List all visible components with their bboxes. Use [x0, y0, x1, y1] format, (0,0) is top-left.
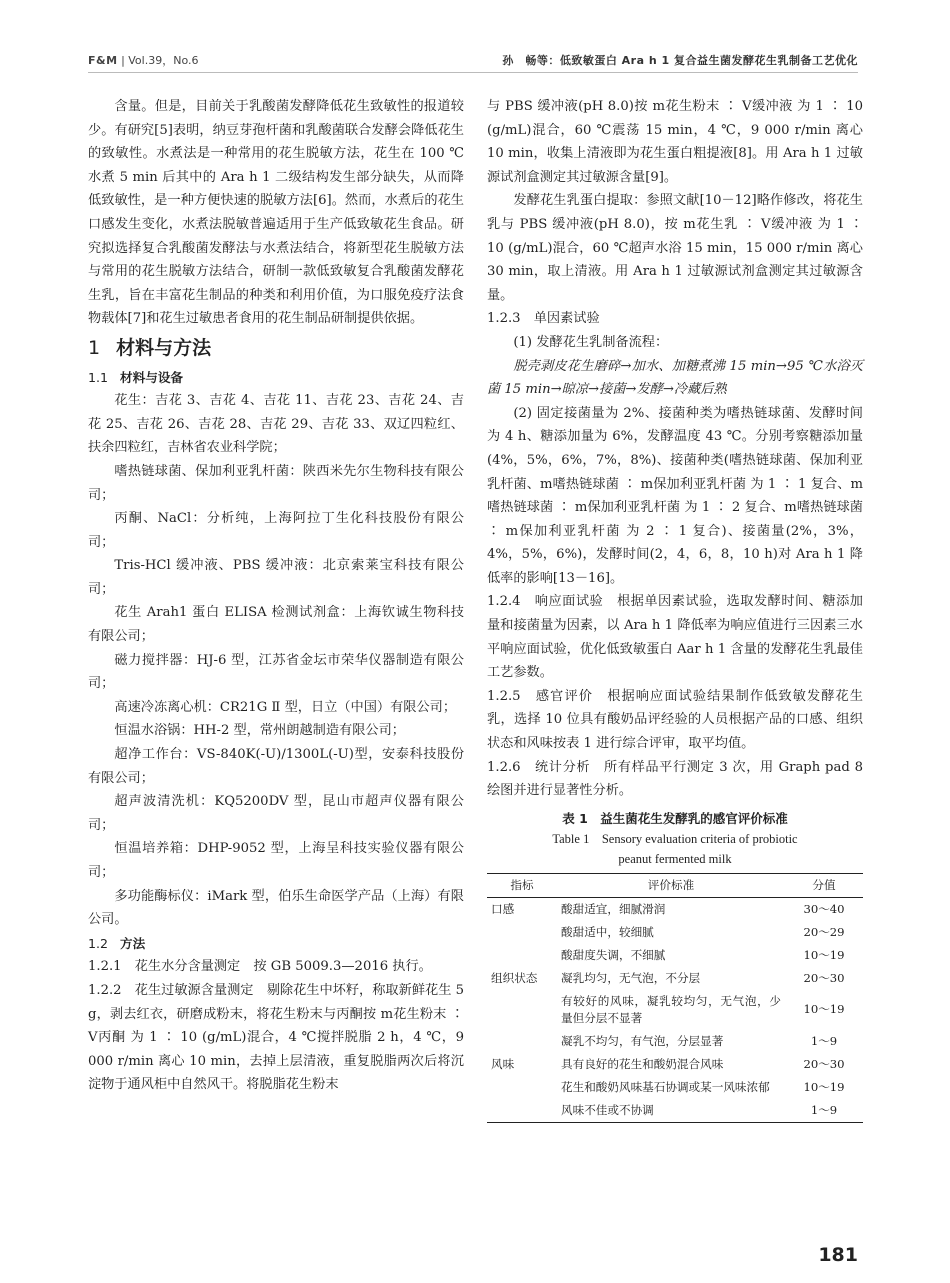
- material-item: 花生 Arah1 蛋白 ELISA 检测试剂盒：上海钦诚生物科技有限公司；: [88, 605, 464, 645]
- score-cell: 10～19: [803, 1079, 845, 1094]
- single-factor-paragraph: (2) 固定接菌量为 2%、接菌种类为嗜热链球菌、发酵时间为 4 h、糖添加量为 6%，发酵温度 43 ℃。分别考察糖添加量(4%，5%，6%，7%，8%)、接菌种类(嗜热链球菌、保加利亚乳杆菌、m嗜热链球菌 ∶ m保加利亚乳杆菌 为 1 ∶ 1 复合、m嗜热链球菌 ∶ m保加利亚乳杆菌 为 1 ∶ 2 复合、m嗜热链球菌 ∶ m保加利亚乳杆菌 为 2 ∶ 1 复合)、接菌量(2%，3%，4%，5%，6%)，发酵时间(2，4，6，8，10 h)对 Ara h 1 降低率的影响[13－16]。: [487, 405, 863, 586]
- equipment-item: 多功能酶标仪：iMark 型，伯乐生命医学产品（上海）有限公司。: [88, 888, 464, 928]
- indicator-cell: [487, 944, 557, 967]
- column-header: 分值: [812, 877, 836, 892]
- equipment-item: 恒温培养箱：DHP-9052 型，上海呈科技实验仪器有限公司；: [88, 841, 464, 880]
- equipment-item: 超净工作台：VS-840K(-U)/1300L(-U)型，安泰科技股份有限公司；: [88, 747, 464, 786]
- indicator-cell: 风味: [491, 1056, 515, 1071]
- process-flow-label: (1) 发酵花生乳制备流程：: [513, 334, 669, 350]
- table-row: [487, 1053, 863, 1076]
- table-row: [487, 1099, 863, 1123]
- method-1-2-6: 1.2.6 统计分析 所有样品平行测定 3 次，用 Graph pad 8 绘图并进行显著性分析。: [487, 759, 863, 799]
- equipment-item: 磁力搅拌器：HJ-6 型，江苏省金坛市荣华仪器制造有限公司；: [88, 652, 464, 692]
- table-caption-en-2: peanut fermented milk: [618, 851, 732, 866]
- method-1-2-1: 1.2.1 花生水分含量测定 按 GB 5009.3—2016 执行。: [88, 959, 432, 975]
- journal-volume: Vol.39，No.6: [128, 54, 199, 67]
- method-1-2-3-heading: 1.2.3 单因素试验: [487, 311, 600, 327]
- criterion-cell: 风味不佳或不协调: [561, 1102, 654, 1117]
- column-header: 评价标准: [647, 877, 695, 892]
- indicator-cell: [487, 990, 557, 1030]
- score-cell: 20～30: [803, 970, 845, 985]
- journal-name: F&M: [88, 54, 118, 67]
- indicator-cell: [487, 1099, 557, 1123]
- process-flow: 脱壳剥皮花生磨碎→加水、加糖煮沸 15 min→95 ℃水浴灭菌 15 min→晾凉→接菌→发酵→冷藏后熟: [487, 358, 863, 398]
- method-continued-paragraph: 与 PBS 缓冲液(pH 8.0)按 m花生粉末 ∶ V缓冲液 为 1 ∶ 10 (g/mL)混合，60 ℃震荡 15 min，4 ℃，9 000 r/min 离心 10 min，收集上清液即为花生蛋白粗提液[8]。用 Ara h 1 过敏源试剂盒测定其过敏源含量[9]。: [487, 99, 863, 185]
- criterion-cell: 有较好的风味，凝乳较均匀，无气泡，少量但分层不显著: [561, 993, 781, 1025]
- criterion-cell: 凝乳不均匀，有气泡，分层显著: [561, 1033, 724, 1048]
- section-number: 1.1: [88, 369, 109, 385]
- table-header-row: [487, 873, 863, 897]
- criterion-cell: 凝乳均匀，无气泡，不分层: [561, 970, 701, 985]
- journal-header: [88, 52, 198, 68]
- right-column: [487, 95, 863, 1123]
- table-row: [487, 944, 863, 967]
- section-number: 1: [88, 336, 101, 359]
- score-cell: 20～30: [803, 1056, 845, 1071]
- section-title: 方法: [120, 935, 146, 951]
- section-1-heading: [88, 337, 464, 361]
- method-1-2-4: 1.2.4 响应面试验 根据单因素试验，选取发酵时间、糖添加量和接菌量为因素，以 Ara h 1 降低率为响应值进行三因素三水平响应面试验，优化低致敏蛋白 Aar h 1 含量的发酵花生乳最佳工艺参数。: [487, 594, 863, 681]
- method-1-2-2: 1.2.2 花生过敏源含量测定 剔除花生中坏籽，称取新鲜花生 5 g，剥去红衣，研磨成粉末，将花生粉末与丙酮按 m花生粉末 ∶ V丙酮 为 1 ∶ 10 (g/mL)混合，4 ℃搅拌脱脂 2 h，4 ℃，9 000 r/min 离心 10 min，去掉上层清液，重复脱脂两次后将沉淀物于通风柜中自然风干。将脱脂花生粉末: [88, 982, 464, 1093]
- indicator-cell: [487, 921, 557, 944]
- material-item: 花生：吉花 3、吉花 4、吉花 11、吉花 23、吉花 24、吉花 25、吉花 26、吉花 28、吉花 29、吉花 33、双辽四粒红、扶余四粒红，吉林省农业科学院；: [88, 393, 464, 456]
- score-cell: 10～19: [803, 947, 845, 962]
- header-separator: |: [121, 54, 129, 67]
- equipment-item: 超声波清洗机：KQ5200DV 型，昆山市超声仪器有限公司；: [88, 794, 464, 833]
- table-row: [487, 1076, 863, 1099]
- section-title: 材料与方法: [116, 336, 212, 359]
- indicator-cell: 口感: [491, 901, 515, 916]
- criterion-cell: 具有良好的花生和酸奶混合风味: [561, 1056, 724, 1071]
- table-caption-cn: 表 1 益生菌花生发酵乳的感官评价标准: [562, 810, 788, 826]
- table-row: [487, 897, 863, 921]
- section-title: 材料与设备: [120, 369, 183, 385]
- score-cell: 10～19: [803, 1002, 845, 1017]
- score-cell: 1～9: [810, 1102, 838, 1117]
- score-cell: 20～29: [803, 924, 845, 939]
- equipment-item: 恒温水浴锅：HH-2 型，常州朗越制造有限公司；: [114, 723, 405, 739]
- table-row: [487, 990, 863, 1030]
- table-row: [487, 1030, 863, 1053]
- running-title: 孙 畅等：低致敏蛋白 Ara h 1 复合益生菌发酵花生乳制备工艺优化: [502, 54, 858, 67]
- indicator-cell: 组织状态: [491, 970, 538, 985]
- criterion-cell: 酸甜适宜，细腻滑润: [561, 901, 666, 916]
- method-1-2-5: 1.2.5 感官评价 根据响应面试验结果制作低致敏发酵花生乳，选择 10 位具有酸奶品评经验的人员根据产品的口感、组织状态和风味按表 1 进行综合评审，取平均值。: [487, 688, 863, 752]
- section-number: 1.2: [88, 935, 109, 951]
- material-item: Tris-HCl 缓冲液、PBS 缓冲液：北京索莱宝科技有限公司；: [88, 558, 464, 597]
- table-row: [487, 921, 863, 944]
- sensory-criteria-table: [487, 873, 863, 1123]
- score-cell: 1～9: [810, 1033, 838, 1048]
- equipment-item: 高速冷冻离心机：CR21G Ⅱ 型，日立（中国）有限公司；: [114, 699, 457, 715]
- table-row: [487, 967, 863, 990]
- criterion-cell: 酸甜适中，较细腻: [561, 924, 654, 939]
- criterion-cell: 花生和酸奶风味基石协调或某一风味浓郁: [561, 1079, 770, 1094]
- score-cell: 30～40: [803, 901, 845, 916]
- indicator-cell: [487, 1076, 557, 1099]
- section-1-2-heading: [88, 932, 464, 956]
- column-header: 指标: [510, 877, 534, 892]
- criterion-cell: 酸甜度失调，不细腻: [561, 947, 666, 962]
- page-number: 181: [818, 1244, 858, 1266]
- table-caption: [487, 809, 863, 869]
- material-item: 嗜热链球菌、保加利亚乳杆菌：陕西米先尔生物科技有限公司；: [88, 463, 464, 503]
- material-item: 丙酮、NaCl：分析纯，上海阿拉丁生化科技股份有限公司；: [88, 511, 464, 550]
- table-caption-en: Table 1 Sensory evaluation criteria of probiotic: [552, 831, 798, 846]
- indicator-cell: [487, 1030, 557, 1053]
- header-rule: [88, 72, 858, 73]
- section-1-1-heading: [88, 366, 464, 390]
- protein-extraction-paragraph: 发酵花生乳蛋白提取：参照文献[10－12]略作修改，将花生乳与 PBS 缓冲液(pH 8.0)，按 m花生乳 ∶ V缓冲液 为 1 ∶ 10 (g/mL)混合，60 ℃超声水浴 15 min，15 000 r/min 离心 30 min，取上清液。用 Ara h 1 过敏源试剂盒测定其过敏源含量。: [487, 193, 863, 303]
- left-column: [88, 95, 464, 1097]
- intro-paragraph: 含量。但是，目前关于乳酸菌发酵降低花生致敏性的报道较少。有研究[5]表明，纳豆芽孢杆菌和乳酸菌联合发酵会降低花生的致敏性。水煮法是一种常用的花生脱敏方法，花生在 100 ℃水煮 5 min 后其中的 Ara h 1 二级结构发生部分缺失，从而降低致敏性，是一种方便快速的脱敏方法[6]。然而，水煮后的花生口感发生变化，水煮法脱敏普遍适用于生产低致敏花生食品。研究拟选择复合乳酸菌发酵法与水煮法结合，将新型花生脱敏方法与常用的花生脱敏方法结合，研制一款低致敏复合乳酸菌发酵花生乳，旨在丰富花生制品的种类和利用价值，为口服免疫疗法食物载体[7]和花生过敏患者食用的花生制品研制提供依据。: [88, 99, 464, 327]
